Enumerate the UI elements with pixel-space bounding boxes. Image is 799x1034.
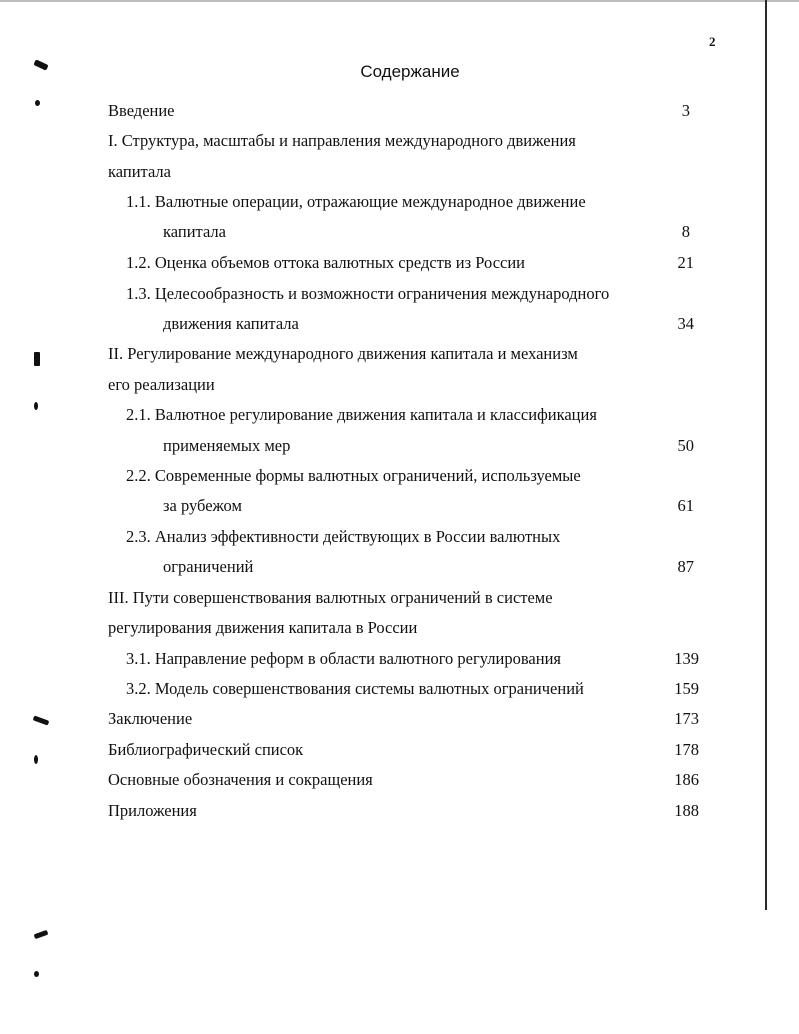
toc-entry-bibliography: Библиографический список bbox=[108, 740, 304, 759]
toc-page-conclusion: 173 bbox=[674, 709, 699, 728]
toc-page-1-2: 21 bbox=[677, 253, 694, 272]
scan-speck bbox=[33, 715, 50, 725]
toc-entry-1-1-cont: капитала bbox=[163, 222, 226, 241]
toc-entry-section-1-cont: капитала bbox=[108, 162, 171, 181]
toc-entry-abbreviations: Основные обозначения и сокращения bbox=[108, 770, 373, 789]
toc-page-intro: 3 bbox=[681, 101, 690, 120]
toc-entry-2-1-cont: применяемых мер bbox=[163, 436, 291, 455]
toc-entry-1-2: 1.2. Оценка объемов оттока валютных средств из России bbox=[126, 253, 526, 272]
toc-page-1-3: 34 bbox=[677, 314, 694, 333]
toc-entry-conclusion: Заключение bbox=[108, 709, 193, 728]
toc-page-abbreviations: 186 bbox=[674, 770, 699, 789]
toc-entry-2-3-cont: ограничений bbox=[163, 557, 254, 576]
toc-entry-section-3-cont: регулирования движения капитала в России bbox=[108, 618, 418, 637]
toc-entry-1-3: 1.3. Целесообразность и возможности ограничения международного bbox=[126, 284, 610, 303]
scan-right-edge bbox=[765, 0, 767, 910]
scan-speck bbox=[34, 930, 49, 939]
toc-page-2-3: 87 bbox=[677, 557, 694, 576]
toc-page-2-2: 61 bbox=[677, 496, 694, 515]
toc-entry-2-3: 2.3. Анализ эффективности действующих в России валютных bbox=[126, 527, 561, 546]
toc-page-appendices: 188 bbox=[674, 801, 699, 820]
toc-entry-section-2-cont: его реализации bbox=[108, 375, 215, 394]
scan-speck bbox=[35, 100, 40, 106]
toc-entry-intro: Введение bbox=[108, 101, 175, 120]
toc-page-3-1: 139 bbox=[674, 649, 699, 668]
scan-speck bbox=[34, 971, 39, 977]
scan-speck bbox=[34, 755, 38, 764]
toc-entry-3-1: 3.1. Направление реформ в области валютного регулирования bbox=[126, 649, 562, 668]
toc-entry-2-2: 2.2. Современные формы валютных ограничений, используемые bbox=[126, 466, 581, 485]
toc-entry-section-3: III. Пути совершенствования валютных ограничений в системе bbox=[108, 588, 553, 607]
toc-entry-appendices: Приложения bbox=[108, 801, 197, 820]
scan-speck bbox=[34, 402, 38, 410]
toc-entry-2-1: 2.1. Валютное регулирование движения капитала и классификация bbox=[126, 405, 597, 424]
toc-entry-1-1: 1.1. Валютные операции, отражающие международное движение bbox=[126, 192, 586, 211]
page-title: Содержание bbox=[360, 62, 460, 81]
toc-page-3-2: 159 bbox=[674, 679, 699, 698]
toc-entry-3-2: 3.2. Модель совершенствования системы валютных ограничений bbox=[126, 679, 584, 698]
scan-top-edge bbox=[0, 0, 799, 2]
page-number: 2 bbox=[709, 34, 716, 49]
toc-entry-2-2-cont: за рубежом bbox=[163, 496, 242, 515]
toc-page-1-1: 8 bbox=[681, 222, 690, 241]
toc-page-2-1: 50 bbox=[677, 436, 694, 455]
toc-entry-1-3-cont: движения капитала bbox=[163, 314, 299, 333]
scan-speck bbox=[34, 352, 40, 366]
toc-entry-section-1: I. Структура, масштабы и направления международного движения bbox=[108, 131, 576, 150]
toc-page-bibliography: 178 bbox=[674, 740, 699, 759]
toc-entry-section-2: II. Регулирование международного движения капитала и механизм bbox=[108, 344, 578, 363]
